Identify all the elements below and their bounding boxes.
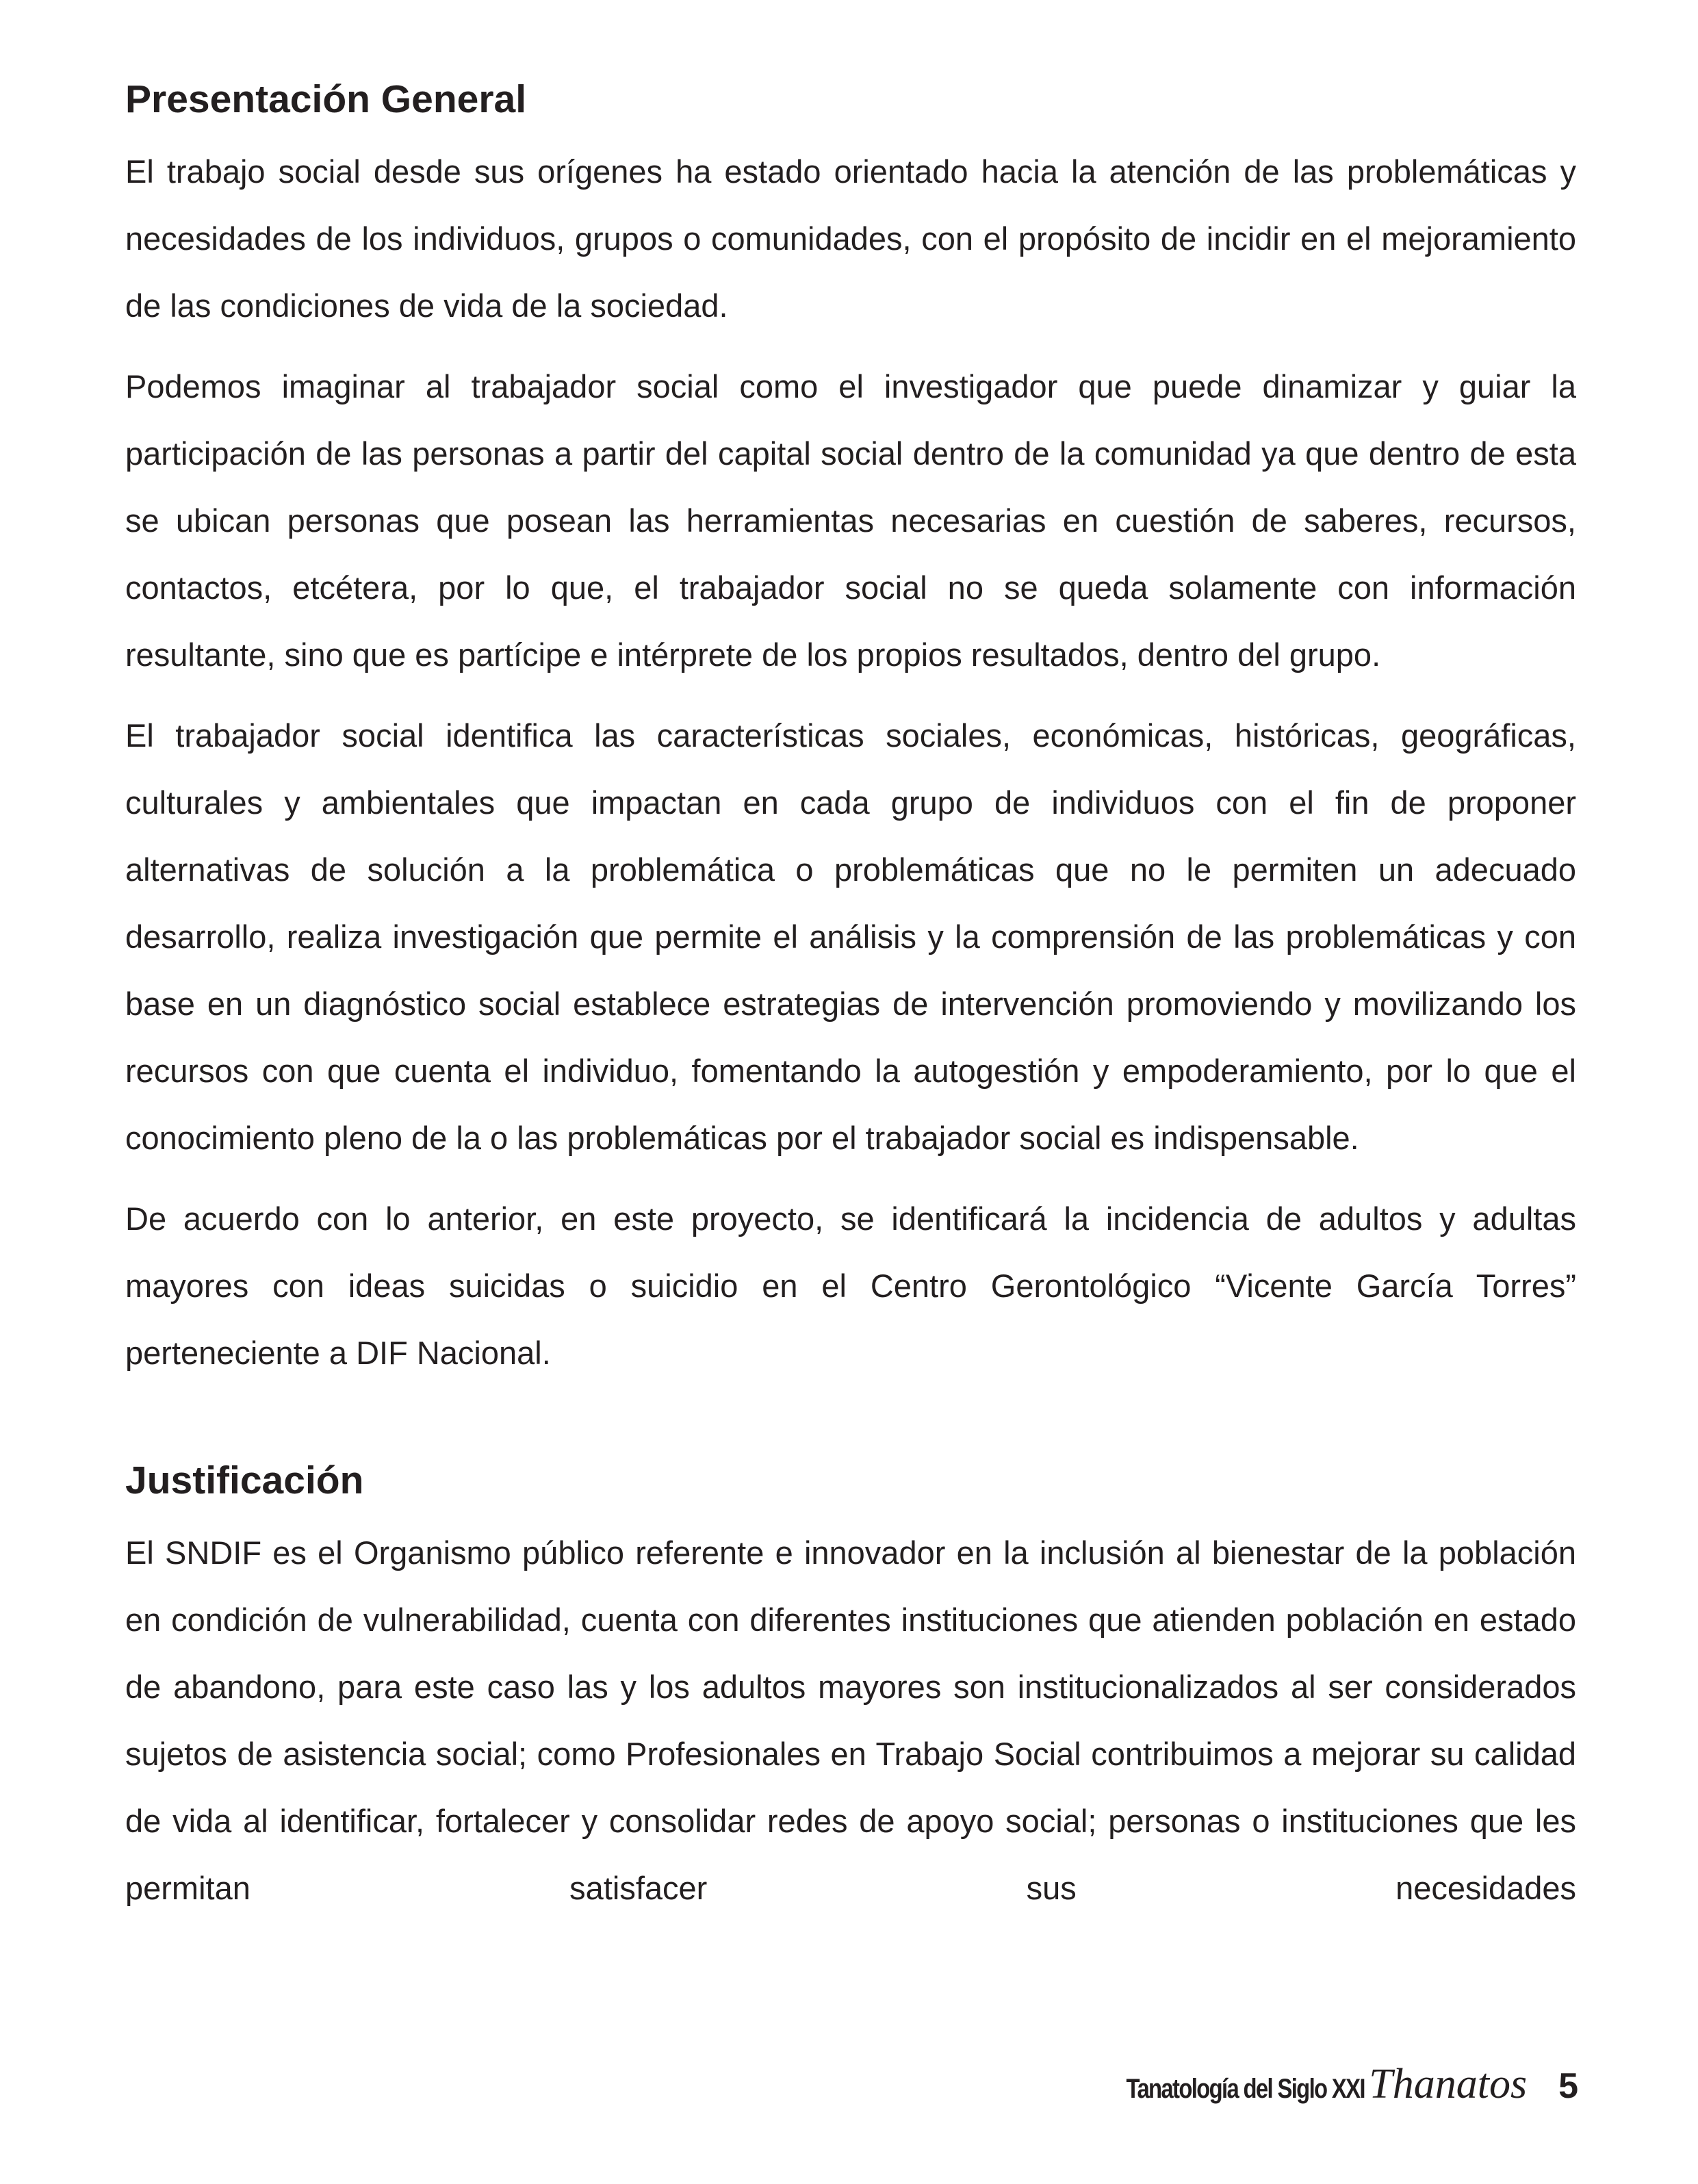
page-number: 5: [1558, 2066, 1578, 2106]
page-content: [125, 68, 1576, 1936]
paragraph: El trabajo social desde sus orígenes ha estado orientado hacia la atención de las problemáticas y necesidades de los individuos, grupos o comunidades, con el propósito de incidir en el mejoramiento de las condiciones de vida de la sociedad.: [125, 153, 1576, 324]
section-heading-presentacion: Presentación General: [125, 77, 527, 121]
section-heading-justificacion: Justificación: [125, 1459, 364, 1502]
footer-logo: Thanatos: [1369, 2061, 1528, 2107]
paragraph: Podemos imaginar al trabajador social como el investigador que puede dinamizar y guiar la participación de las personas a partir del capital social dentro de la comunidad ya que dentro de esta se ubican personas que posean las herramientas necesarias en cuestión de saberes, recursos, contactos, etcétera, por lo que, el trabajador social no se queda solamente con información resultante, sino que es partícipe e intérprete de los propios resultados, dentro del grupo.: [125, 368, 1576, 673]
page-footer: [1074, 2060, 1578, 2122]
paragraph: De acuerdo con lo anterior, en este proyecto, se identificará la incidencia de adultos y adultas mayores con ideas suicidas o suicidio en el Centro Gerontológico “Vicente García Torres” perteneciente a DIF Nacional.: [125, 1200, 1576, 1371]
paragraph: El trabajador social identifica las características sociales, económicas, históricas, geográficas, culturales y ambientales que impactan en cada grupo de individuos con el fin de proponer alternativas de solución a la problemática o problemáticas que no le permiten un adecuado desarrollo, realiza investigación que permite el análisis y la comprensión de las problemáticas y con base en un diagnóstico social establece estrategias de intervención promoviendo y movilizando los recursos con que cuenta el individuo, fomentando la autogestión y empoderamiento, por lo que el conocimiento pleno de la o las problemáticas por el trabajador social es indispensable.: [125, 717, 1576, 1156]
footer-publication-title: Tanatología del Siglo XXI: [1126, 2074, 1365, 2104]
paragraph: El SNDIF es el Organismo público referente e innovador en la inclusión al bienestar de la población en condición de vulnerabilidad, cuenta con diferentes instituciones que atienden población en estado de abandono, para este caso las y los adultos mayores son institucionalizados al ser considerados sujetos de asistencia social; como Profesionales en Trabajo Social contribuimos a mejorar su calidad de vida al identificar, fortalecer y consolidar redes de apoyo social; personas o instituciones que les permitan satisfacer sus necesidades: [125, 1534, 1576, 1906]
